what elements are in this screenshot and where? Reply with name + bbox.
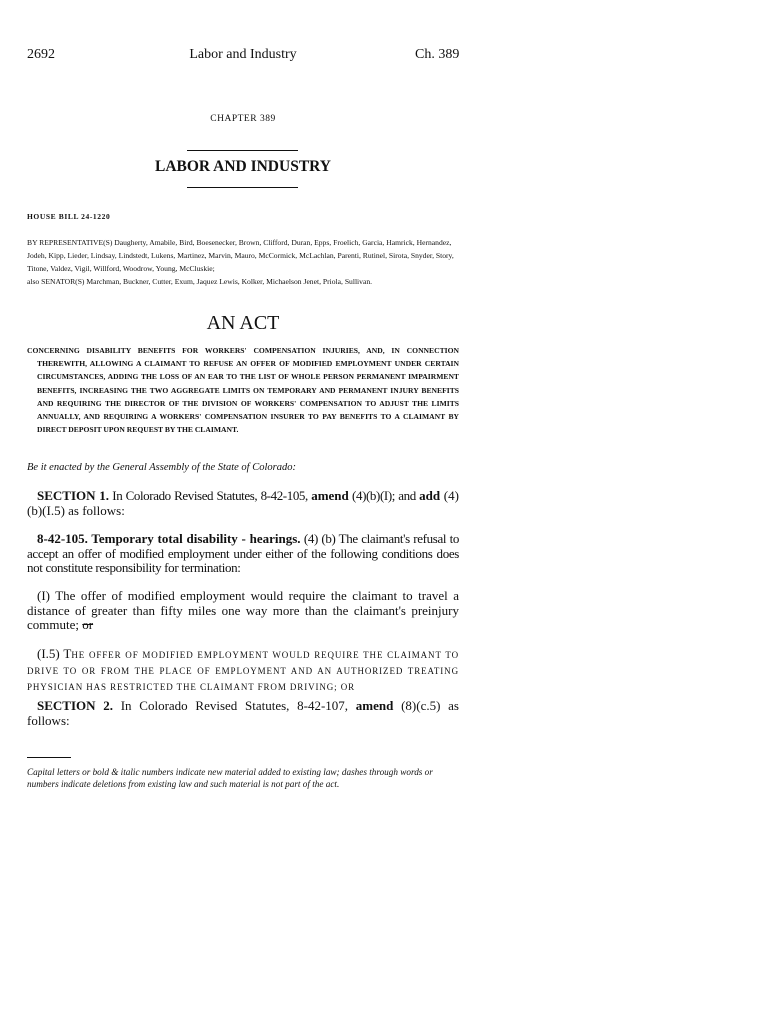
clause-i5-text: HE OFFER OF MODIFIED EMPLOYMENT WOULD REQUIRE THE CLAIMANT TO DRIVE TO OR FROM THE PLACE OF EMPLOYMENT AND AN AUTHORIZED TREATING PHYSICIAN HAS RESTRICTED THE CLAIMANT FROM DRIVING; OR xyxy=(27,650,459,692)
section-1-add: add xyxy=(419,488,441,503)
sponsors-block xyxy=(27,236,459,288)
section-2-text-a: In Colorado Revised Statutes, 8-42-107, xyxy=(113,698,356,713)
act-title-text: CONCERNING DISABILITY BENEFITS FOR WORKERS' COMPENSATION INJURIES, AND, IN CONNECTION THEREWITH, ALLOWING A CLAIMANT TO REFUSE AN OFFER OF MODIFIED EMPLOYMENT UNDER CERTAIN CIRCUMSTANCES, ADDING THE LOSS OF AN EAR TO THE LIST OF WHOLE PERSON PERMANENT IMPAIRMENT BENEFITS, INCREASING THE TWO AGGREGATE LIMITS ON TEMPORARY AND PERMANENT INJURY BENEFITS AND REQUIRING THE DIRECTOR OF THE DIVISION OF WORKERS' COMPENSATION TO ADJUST THE LIMITS ANNUALLY, AND REQUIRING A WORKERS' COMPENSATION INSURER TO PAY BENEFITS TO A CLAIMANT BY DIRECT DEPOSIT UPON REQUEST BY THE CLAIMANT. xyxy=(27,346,459,435)
chapter-label: CHAPTER 389 xyxy=(210,114,276,124)
section-2-label: SECTION 2. xyxy=(37,698,113,713)
section-1-text-a: In Colorado Revised Statutes, 8-42-105, xyxy=(108,488,312,503)
clause-i5-lead: (I.5) T xyxy=(37,646,72,661)
statute-8-42-105-paragraph xyxy=(27,532,459,576)
footnote-rule xyxy=(27,757,71,758)
act-heading: AN ACT xyxy=(206,312,280,334)
section-1-paragraph xyxy=(27,489,459,518)
footnote: Capital letters or bold & italic numbers indicate new material added to existing law; dashes through words or numbers indicate deletions from existing law and such material is not part of the act. xyxy=(27,767,433,789)
sponsors-representatives: BY REPRESENTATIVE(S) Daugherty, Amabile, Bird, Boesenecker, Brown, Clifford, Duran, Epps, Froelich, Garcia, Hamrick, Hernandez, Jodeh, Kipp, Lieder, Lindsay, Lindstedt, Lukens, Martinez, Marvin, Mauro, McCormick, McLachlan, Parenti, Rutinel, Sirota, Snyder, Story, Titone, Valdez, Vigil, Willford, Woodrow, Young, McCluskie; xyxy=(27,238,454,273)
section-1-text-b: (4)(b)(I); and xyxy=(348,488,420,503)
act-title xyxy=(27,344,459,436)
section-1-amend: amend xyxy=(311,488,349,503)
clause-i-paragraph xyxy=(27,589,459,633)
bill-number: HOUSE BILL 24-1220 xyxy=(27,212,111,221)
enacting-clause: Be it enacted by the General Assembly of the State of Colorado: xyxy=(27,462,296,473)
section-2-amend: amend xyxy=(355,698,394,713)
statute-heading: 8-42-105. Temporary total disability - hearings. xyxy=(37,531,301,546)
page-number: 2692 xyxy=(27,47,55,62)
section-2-text-b: (8)(c.5) as follows: xyxy=(27,698,459,728)
statute-text: (4) (b) The claimant's refusal to accept an offer of modified employment under either of the following conditions does not constitute responsibility for termination: xyxy=(27,531,459,575)
section-1-label: SECTION 1. xyxy=(37,488,109,503)
clause-i5-paragraph xyxy=(27,646,459,695)
clause-i-struck-word: or xyxy=(82,617,94,632)
running-title: Labor and Industry xyxy=(189,47,297,62)
clause-i-text: (I) The offer of modified employment would require the claimant to travel a distance of greater than fifty miles one way more than the claimant's preinjury commute; xyxy=(27,588,459,632)
chapter-reference: Ch. 389 xyxy=(415,47,460,62)
title-rule-top xyxy=(187,150,298,151)
title-rule-bottom xyxy=(187,187,298,188)
section-1-text-c: (4)(b)(I.5) as follows: xyxy=(27,488,459,518)
section-2-paragraph xyxy=(27,699,459,728)
chapter-title: LABOR AND INDUSTRY xyxy=(154,158,331,175)
sponsors-senators: also SENATOR(S) Marchman, Buckner, Cutter, Exum, Jaquez Lewis, Kolker, Michaelson Jenet, Priola, Sullivan. xyxy=(27,277,373,286)
